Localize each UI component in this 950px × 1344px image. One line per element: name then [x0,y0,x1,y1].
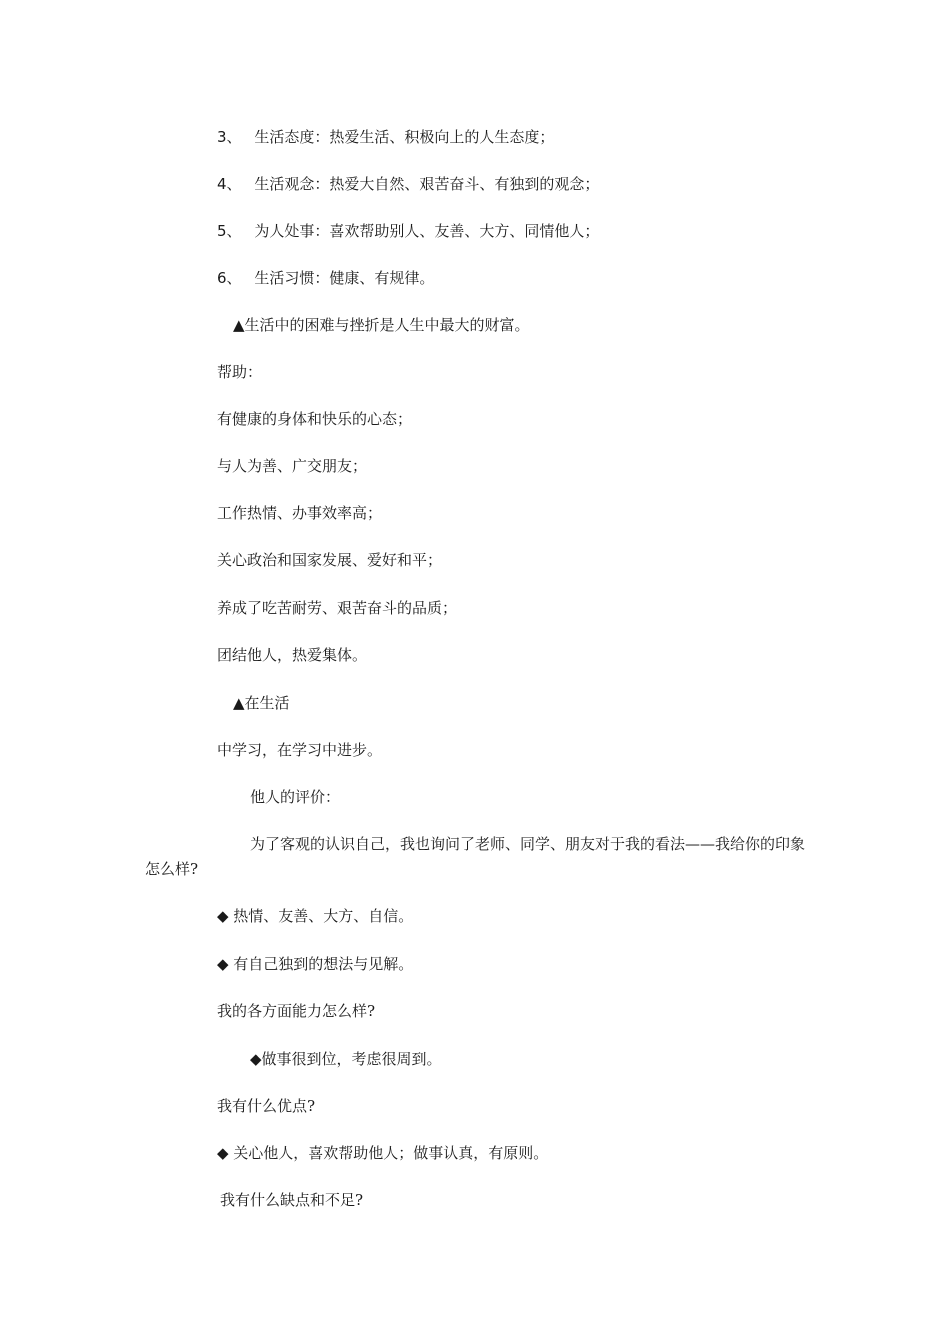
difficulty-heading: ▲生活中的困难与挫折是人生中最大的财富。 [233,316,530,334]
help-item: 有健康的身体和快乐的心态； [217,410,413,428]
evaluation-heading: 他人的评价： [250,788,341,806]
trait-item [217,267,434,289]
ability-answer: ◆做事很到位，考虑很周到。 [250,1050,442,1068]
trait-item [217,173,599,195]
life-heading: ▲在生活 [233,694,290,712]
strength-question: 我有什么优点? [217,1097,316,1115]
trait-text: 生活习惯：健康、有规律。 [254,269,435,287]
trait-text: 生活观念：热爱大自然、艰苦奋斗、有独到的观念； [254,175,600,193]
weakness-question: 我有什么缺点和不足? [220,1191,364,1209]
help-item: 与人为善、广交朋友； [217,457,368,475]
help-item: 团结他人，热爱集体。 [217,646,368,664]
ability-question: 我的各方面能力怎么样? [217,1002,376,1020]
impression-item: ◆ 有自己独到的想法与见解。 [217,955,414,973]
trait-text: 为人处事：喜欢帮助别人、友善、大方、同情他人； [254,222,600,240]
help-item: 工作热情、办事效率高； [217,504,383,522]
help-item: 养成了吃苦耐劳、艰苦奋斗的品质； [217,599,458,617]
trait-number: 5、 [217,222,242,240]
evaluation-intro: 为了客观的认识自己，我也询问了老师、同学、朋友对于我的看法——我给你的印象怎么样? [145,835,806,878]
trait-number: 4、 [217,175,242,193]
life-continuation: 中学习，在学习中进步。 [217,741,383,759]
trait-number: 6、 [217,269,242,287]
help-item: 关心政治和国家发展、爱好和平； [217,551,443,569]
trait-item [217,126,554,148]
impression-item: ◆ 热情、友善、大方、自信。 [217,907,414,925]
help-label: 帮助： [217,363,263,381]
trait-item [217,220,599,242]
trait-number: 3、 [217,128,242,146]
strength-answer: ◆ 关心他人，喜欢帮助他人；做事认真，有原则。 [217,1144,549,1162]
trait-text: 生活态度：热爱生活、积极向上的人生态度； [254,128,555,146]
